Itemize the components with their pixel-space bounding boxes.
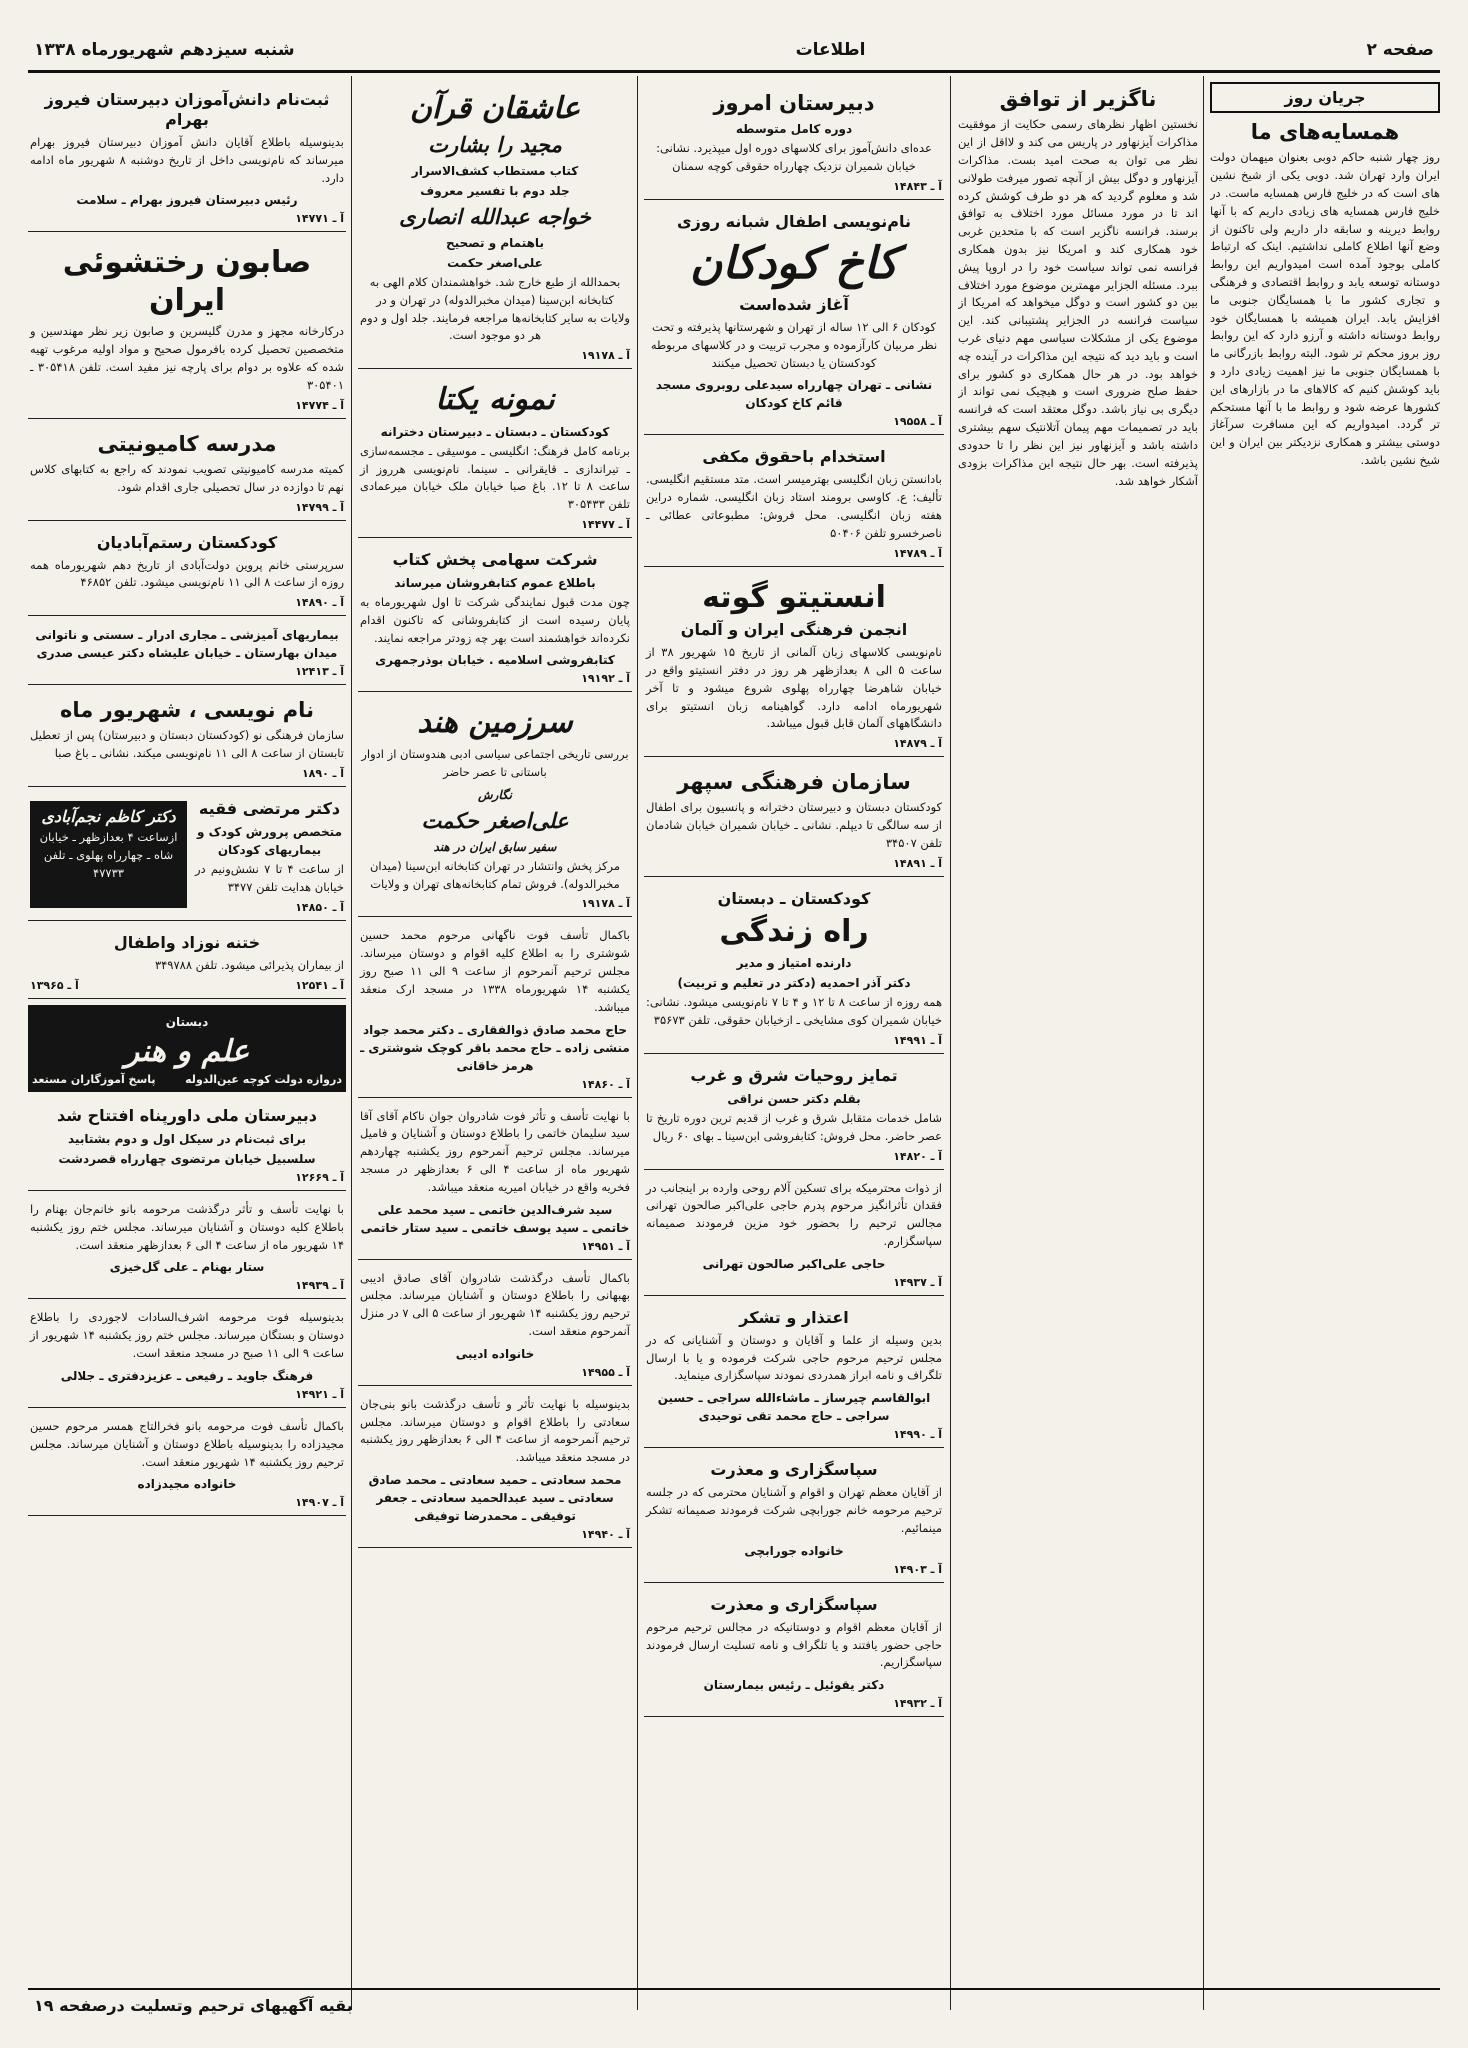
ad-edit: باهتمام و تصحیح bbox=[446, 236, 544, 250]
ad-employment bbox=[644, 439, 944, 566]
ad-ref: آ ـ ۱۴۷۷۱ bbox=[295, 212, 344, 226]
ad-obituary-2 bbox=[358, 1102, 632, 1260]
ad-sign: سید شرف‌الدین خاتمی ـ سید محمد علی خاتمی ـ سید یوسف خاتمی ـ سید ستار خاتمی bbox=[360, 1202, 630, 1235]
ad-community-school bbox=[28, 423, 346, 521]
continuation-note: بقیه آگهیهای ترحیم وتسلیت درصفحه ۱۹ bbox=[34, 1995, 353, 2015]
ad-subtitle: برای ثبت‌نام در سیکل اول و دوم بشتابید bbox=[67, 1132, 306, 1146]
ad-doctors bbox=[28, 791, 346, 921]
ad-sign: حاجی علی‌اکبر صالحون تهرانی bbox=[702, 1256, 886, 1271]
ad-sign: ستار بهنام ـ علی گل‌خیزی bbox=[109, 1260, 265, 1275]
ad-title: تمایز روحیات شرق و غرب bbox=[690, 1065, 898, 1085]
ad-author: بقلم دکتر حسن نراقی bbox=[727, 1091, 861, 1106]
newspaper-page bbox=[28, 30, 1440, 2020]
ad-ref: آ ـ ۱۹۵۵۸ bbox=[893, 415, 942, 429]
ad-ref: آ ـ ۱۴۸۲۰ bbox=[893, 1149, 942, 1163]
ad-title: شرکت سهامی پخش کتاب bbox=[392, 550, 598, 569]
ad-address: نشانی ـ تهران چهارراه سیدعلی روبروی مسجد قائم کاخ کودکان bbox=[655, 378, 933, 411]
ad-top: کودکستان ـ دبستان bbox=[717, 888, 871, 908]
ad-ref: آ ـ ۱۴۸۹۱ bbox=[893, 856, 942, 870]
ad-subtitle: مجید را بشارت bbox=[428, 131, 562, 157]
ad-ref: آ ـ ۱۹۱۷۸ bbox=[581, 349, 630, 363]
banner-elm-honar bbox=[28, 1005, 346, 1093]
ad-ref: آ ـ ۱۴۹۳۹ bbox=[295, 1279, 344, 1293]
doctor-card bbox=[30, 801, 187, 908]
ad-title: دبیرستان ملی داورپناه افتتاح شد bbox=[57, 1106, 317, 1125]
ad-sub1: دارنده امتیاز و مدیر bbox=[736, 956, 852, 971]
ad-title: کاخ کودکان bbox=[689, 237, 898, 289]
ad-body: مرکز پخش وانتشار در تهران کتابخانه ابن‌سینا (میدان مخبرالدوله). فروش تمام کتابخانه‌های تهران و ولایات bbox=[369, 858, 621, 891]
article-body: نخستین اظهار نظرهای رسمی حکایت از موفقیت مذاکرات آیزنهاور در پاریس می کند و لااقل از این نظر می توان به صحت امید بست. مذاکرات آیزنهاور و دوگل بیش از آنچه تصور میرفت طولانی شد و معلوم گردید که هر دو طرف کوشش کرده اند تا در مورد مسائل مورد اختلاف به توافق برسند. فرانسه ناگزیر است که با متحدین غربی خود همکاری کند و امریکا نیز بدون همکاری فرانسه نمی تواند سیاست خود را در اروپا پیش ببرد. مسئله الجزایر مهمترین موضوع مورد اختلاف بین دو کشور است و دوگل میخواهد که امریکا از سیاست فرانسه در الجزایر پشتیبانی کند. این موضوع یکی از مشکلات سیاسی مهم دنیای غرب است و باید دید که نتیجه این مذاکرات در آینده چه خواهد بود. در هر حال همکاری دو کشور برای حفظ صلح ضروری است و هیچیک نمی تواند از دیگری بی نیاز باشد. دوگل معتقد است که فرانسه باید در تصمیمات مهم پیمان آتلانتیک سهم بیشتری داشته باشد و آیزنهاور نیز این نظر را تا حدودی پذیرفته است. بهر حال نتیجه این مذاکرات بزودی آشکار خواهد شد. bbox=[958, 117, 1198, 488]
ad-sign: فرهنگ جاوید ـ رفیعی ـ عزیزدفتری ـ جلالی bbox=[60, 1368, 314, 1383]
ad-title: صابون رختشوئی ایران bbox=[62, 245, 312, 318]
ad-body: کمیته مدرسه کامیونیتی تصویب نمودند که راجع به کتابهای کلاس نهم تا دوازده در سال تحصیلی جاری اقدام شود. bbox=[30, 461, 344, 494]
banner-right: دروازه دولت کوچه عین‌الدوله bbox=[185, 1073, 342, 1086]
ad-body: با نهایت تأسف و تأثر فوت شادروان جوان ناکام آقای آقا سید سلیمان خاتمی را باطلاع دوستان و آشنایان و فامیل میرساند. مجلس ترحیم آنمرحوم روز یکشنبه چهاردهم شهریور ماه از ساعت ۴ الی ۶ بعدازظهر در مسجد فخریه واقع در خیابان امیریه منعقد میباشد. bbox=[360, 1108, 630, 1194]
ad-ref: آ ـ ۱۴۷۹۹ bbox=[295, 500, 344, 514]
ad-ref: آ ـ ۱۴۹۵۵ bbox=[581, 1365, 630, 1379]
ad-body: چون مدت قبول نمایندگی شرکت تا اول شهریورماه به پایان رسیده است از کتابفروشانی که تاکنون اقدام نکرده‌اند خواهشمند است بهر چه زودتر مراجعه نمایند. bbox=[360, 595, 630, 645]
ad-obituary-7 bbox=[28, 1412, 346, 1516]
ad-subtitle: دوره کامل متوسطه bbox=[735, 122, 853, 137]
ad-registration bbox=[28, 689, 346, 787]
ad-line1: بررسی تاریخی اجتماعی سیاسی ادبی هندوستان از ادوار باستانی تا عصر حاضر bbox=[361, 746, 629, 779]
ad-body: باکمال تأسف فوت مرحومه بانو فخرالتاج همسر مرحوم حسین مجیدزاده را بدینوسیله باطلاع دوستان و آشنایان میرساند. مجلس ترحیم روز یکشنبه ۱۴ شهریور منعقد است. bbox=[30, 1418, 344, 1469]
ad-ref: آ ـ ۱۴۹۹۰ bbox=[893, 1428, 942, 1442]
ad-sub: متخصص پرورش کودک و بیماریهای کودکان bbox=[196, 825, 342, 858]
ad-ref: آ ـ ۱۴۹۴۰ bbox=[581, 1528, 630, 1542]
ad-line2: نگارش bbox=[477, 787, 513, 802]
ad-book-distribution bbox=[358, 542, 632, 692]
column-ads-4 bbox=[358, 82, 632, 1980]
ad-ref: آ ـ ۱۴۸۹۰ bbox=[295, 596, 344, 610]
doctor-card-name: دکتر کاظم نجم‌آبادی bbox=[41, 807, 176, 827]
ad-ref: آ ـ ۱۴۸۷۹ bbox=[893, 737, 942, 751]
ad-ref: آ ـ ۱۴۸۶۰ bbox=[581, 1077, 630, 1091]
ad-ref: آ ـ ۱۴۹۰۳ bbox=[893, 1562, 942, 1576]
page-footer bbox=[28, 1988, 1440, 2020]
ad-rah-zendegi bbox=[644, 881, 944, 1054]
ad-obituary-6 bbox=[28, 1303, 346, 1407]
ad-title: عاشقان قرآن bbox=[409, 91, 581, 126]
ad-title: مدرسه کامیونیتی bbox=[97, 431, 277, 456]
article-title: همسایه‌های ما bbox=[1250, 120, 1400, 144]
ad-sarzamin-hend bbox=[358, 696, 632, 917]
ad-title: سپاسگزاری و معذرت bbox=[710, 1594, 878, 1614]
ad-body: بدین وسیله از علما و آقایان و دوستان و آشنایانی که در مجلس ترحیم مرحوم حاجی شرکت فرموده و یا با ارسال تلگراف و نامه ابراز همدردی نمودند سپاسگزاری مینماید. bbox=[646, 1332, 942, 1383]
ad-ref: آ ـ ۱۴۹۹۱ bbox=[893, 1033, 942, 1047]
banner-left: پاسخ آموزگاران مستعد bbox=[32, 1073, 156, 1086]
ad-body: از آقایان معظم اقوام و دوستانیکه در مجالس ترحیم مرحوم حاجی حضور یافتند و یا تلگراف و نامه تسلیت ارسال فرمودند سپاسگزاریم. bbox=[646, 1619, 942, 1670]
section-masthead: جریان روز bbox=[1210, 82, 1440, 113]
ad-sign: رئیس دبیرستان فیروز بهرام ـ سلامت bbox=[76, 193, 298, 208]
ad-ref: آ ـ ۱۴۷۷۴ bbox=[295, 398, 344, 412]
paper-name: اطلاعات bbox=[795, 40, 866, 60]
ad-body: همه روزه از ساعت ۸ تا ۱۲ و ۴ تا ۷ نام‌نویسی میشود. نشانی: خیابان شمیران کوی مشایخی ـ ازخیابان حقوقی. تلفن ۳۵۶۷۳ bbox=[646, 995, 943, 1028]
article-body: روز چهار شنبه حاکم دوبی بعنوان میهمان دولت ایران وارد تهران شد. دوبی یکی از شیخ نشین های است که در خلیج فارس همسایه ماست. در خلیج فارس همسایه های زیادی داریم که با آنها روابط دیرینه و سابقه دار داریم ولی تاکنون از وضع آنها اطلاع کاملی نداشتیم. اینک که ارتباط کاملی بوجود آمده است امیدواریم این روابط دوستانه توسعه یابد و روابط اقتصادی و فرهنگی و تجاری کشور ما با همسایگان جنوبی ما افزایش یابد. ایران همیشه با همسایگان خود روابط دوستانه داشته و آرزو دارد که این روابط روز بروز محکم تر شود. البته روابط بازرگانی ما با همسایگان جنوبی ما نیز اهمیت زیادی دارد و باید کوشش کنیم که کالاهای ما در بازارهای این کشورها عرضه شود و روابط ما با آنها مستحکم تر گردد. امیدواریم که این مسافرت سرآغاز دوستی بیشتر و همکاری نزدیکتر بین ایران و این شیخ نشین باشد. bbox=[1210, 150, 1440, 468]
ad-title: دکتر مرتضی فقیه bbox=[198, 799, 341, 819]
ad-sign: حاج محمد صادق ذوالفقاری ـ دکتر محمد جواد منشی زاده ـ حاج محمد باقر کوچک شوشتری ـ هرمز خاقانی bbox=[360, 1022, 630, 1073]
issue-date: شنبه سیزدهم شهریورماه ۱۳۳۸ bbox=[34, 40, 295, 60]
column-ads-5 bbox=[28, 82, 346, 1980]
ad-line1: کتاب مستطاب کشف‌الاسرار bbox=[411, 163, 579, 178]
ad-footer: کتابفروشی اسلامیه . خیابان بوذرجمهری bbox=[375, 653, 615, 668]
ad-obituary-1 bbox=[358, 921, 632, 1097]
column-article bbox=[958, 82, 1198, 1980]
ad-ref: آ ـ ۱۴۴۷۷ bbox=[581, 518, 630, 531]
ad-title: ثبت‌نام دانش‌آموزان دبیرستان فیروز بهرام bbox=[44, 90, 330, 129]
column-editorial bbox=[1210, 82, 1440, 1980]
ad-ref: آ ـ ۱۴۹۲۱ bbox=[295, 1387, 344, 1401]
ad-iran-soap bbox=[28, 236, 346, 418]
ad-body: از آقایان معظم تهران و اقوام و آشنایان محترمی که در جلسه ترحیم مرحومه خانم جورابچی شرکت فرمودند صمیمانه تشکر مینمائیم. bbox=[646, 1485, 942, 1535]
ad-thanks-1 bbox=[644, 1174, 944, 1296]
ad-obituary-3 bbox=[358, 1264, 632, 1386]
ad-title: نام نویسی ، شهریور ماه bbox=[60, 698, 314, 723]
article-title: ناگزیر از توافق bbox=[999, 87, 1157, 111]
ad-body: شامل خدمات متقابل شرق و غرب از قدیم ترین دوره تاریخ تا عصر حاضر. محل فروش: کتابفروشی ابن‌سینا ـ بهای ۶۰ ریال bbox=[646, 1110, 942, 1143]
ad-body: نام‌نویسی کلاسهای زبان آلمانی از تاریخ ۱۵ شهریور ۳۸ از ساعت ۵ الی ۸ بعدازظهر هر روز در دفتر انستیتو واقع در خیابان شاهرضا چهارراه پهلوی شروع میشود و تا آخر شهریورماه ادامه دارد. گواهینامه زبان انستیتو برای دانشگاههای آلمان قابل قبول میباشد. bbox=[646, 645, 942, 731]
ad-title: انستیتو گوته bbox=[702, 579, 886, 615]
ad-sign: خانواده مجیدزاده bbox=[137, 1477, 237, 1492]
ad-ref: آ ـ ۱۳۹۶۵ bbox=[30, 978, 79, 992]
ad-subtitle: کودکستان ـ دبستان ـ دبیرستان دخترانه bbox=[380, 424, 610, 439]
ad-title: سرزمین هند bbox=[417, 705, 573, 741]
ad-book-east-west bbox=[644, 1058, 944, 1170]
ad-goethe-institute bbox=[644, 571, 944, 758]
ad-sepehr bbox=[644, 761, 944, 877]
column-ads-3 bbox=[644, 82, 944, 1980]
ad-ref: آ ـ ۱۴۹۳۲ bbox=[893, 1697, 942, 1711]
ad-rostamabadian bbox=[28, 525, 346, 617]
banner-line1: دبستان bbox=[165, 1014, 209, 1029]
ad-subtitle: انجمن فرهنگی ایران و آلمان bbox=[680, 620, 908, 640]
ad-title: اعتذار و تشکر bbox=[739, 1307, 849, 1327]
ad-body: باکمال تأسف فوت ناگهانی مرحوم محمد حسین شوشتری را به اطلاع کلیه اقوام و دوستان میرساند. مجلس ترحیم آنمرحوم از ساعت ۹ الی ۱۱ صبح روز یکشنبه ۱۴ شهریورماه ۱۳۳۸ در مسجد ارک منعقد میباشد. bbox=[360, 928, 630, 1014]
ad-title: دبیرستان امروز bbox=[713, 91, 875, 115]
column-rule bbox=[1203, 76, 1204, 2010]
ad-line2: جلد دوم با تفسیر معروف bbox=[420, 183, 570, 198]
ad-body: سازمان فرهنگی نو (کودکستان دبستان و دبیرستان) پس از تعطیل تابستان از ساعت ۸ الی ۱۱ نام‌نویسی میکند. نشانی ـ باغ صبا bbox=[30, 728, 344, 761]
ad-body: باکمال تأسف درگذشت شادروان آقای صادق ادیبی بهبهانی را باطلاع دوستان و آشنایان میرساند. مجلس ترحیم روز یکشنبه ۱۴ شهریور از ساعت ۵ الی ۷ در منزل آنمرحوم منعقد است. bbox=[360, 1270, 630, 1338]
ad-top: نام‌نویسی اطفال شبانه روزی bbox=[677, 211, 911, 231]
ad-ref: آ ـ ۱۲۴۱۳ bbox=[295, 665, 344, 679]
ad-ref: آ ـ ۱۴۹۰۷ bbox=[295, 1496, 344, 1510]
ad-body: بدینوسیله فوت مرحومه اشرف‌السادات لاجوردی را باطلاع دوستان و بستگان میرساند. مجلس ختم روز یکشنبه ۱۴ شهریور از ساعت ۹ الی ۱۱ صبح در مسجد منعقد است. bbox=[30, 1310, 344, 1361]
ad-ref: آ ـ ۱۴۹۵۱ bbox=[581, 1239, 630, 1253]
ad-thanks-3 bbox=[644, 1452, 944, 1582]
ad-sign: خانواده ادیبی bbox=[455, 1346, 535, 1361]
ad-title: استخدام باحقوق مکفی bbox=[702, 447, 886, 467]
ad-ref: آ ـ ۱۲۶۶۹ bbox=[295, 1171, 344, 1184]
ad-body: بیماریهای آمیزشی ـ مجاری ادرار ـ سستی و ناتوانی میدان بهارستان ـ خیابان علیشاه دکتر عیسی صدری bbox=[35, 628, 339, 661]
ad-sign: خانواده جورابچی bbox=[744, 1543, 844, 1558]
ad-ref: آ ـ ۱۲۵۴۱ bbox=[295, 978, 344, 992]
ad-title: ختنه نوزاد واطفال bbox=[113, 932, 261, 952]
ad-davarpanah bbox=[28, 1098, 346, 1191]
ad-body: بحمدالله از طبع خارج شد. خواهشمندان کلام الهی به کتابخانه ابن‌سینا (میدان مخبرالدوله) در تهران و در ولایات به سایر کتابخانه‌ها مراجعه فرمایند. جلد اول و دوم هر دو موجود است. bbox=[360, 275, 630, 343]
ad-ref: آ ـ ۱۴۷۸۹ bbox=[893, 546, 942, 560]
ad-title: راه زندگی bbox=[719, 913, 869, 949]
ad-obituary-4 bbox=[358, 1390, 632, 1548]
ad-body: بدینوسیله با نهایت تأثر و تأسف درگذشت بانو بنی‌جان سعادتی را باطلاع اقوام و دوستان میرساند. مجلس ترحیم آنمرحومه از ساعت ۴ الی ۶ بعدازظهر روز یکشنبه در مسجد منعقد میباشد. bbox=[360, 1396, 630, 1465]
ad-ref: آ ـ ۱۸۹۰ bbox=[301, 767, 344, 781]
ad-firooz-bahram bbox=[28, 82, 346, 232]
column-rule bbox=[637, 76, 638, 2010]
ad-ref: آ ـ ۱۴۸۵۰ bbox=[295, 900, 344, 914]
ad-obituary-5 bbox=[28, 1195, 346, 1299]
ad-sign: محمد سعادتی ـ حمید سعادتی ـ محمد صادق سعادتی ـ سید عبدالحمید سعادتی ـ جعفر توفیقی ـ محمدرضا توفیقی bbox=[368, 1473, 622, 1524]
ad-emrooz-school bbox=[644, 82, 944, 200]
ad-body: از ساعت ۴ تا ۷ نشش‌ونیم در خیابان هدایت تلفن ۳۴۷۷ bbox=[195, 862, 344, 894]
ad-body: بادانستن زبان انگلیسی بهترمیسر است. متد مستقیم انگلیسی. تألیف: ع. کاوسی برومند استاد زبان انگلیسی. شماره دراین هفته زبان انگلیسی. محل فروش: مطبوعاتی عطائی ـ ناصرخسرو تلفن ۵۰۴۰۶ bbox=[646, 472, 942, 540]
ad-subtitle: آغاز شده‌است bbox=[739, 294, 849, 314]
ad-thanks-2 bbox=[644, 1300, 944, 1448]
ad-sign: ابوالقاسم چیرساز ـ ماشاءالله سراجی ـ حسین سراجی ـ حاج محمد تقی توحیدی bbox=[657, 1391, 931, 1424]
ad-title: سپاسگزاری و معذرت bbox=[710, 1460, 878, 1480]
ad-body: درکارخانه مجهز و مدرن گلیسرین و صابون زیر نظر مهندسین و متخصصین تحصیل کرده بافرمول صحیح و مواد اولیه مرغوب تهیه شده که علاوه بر دوام برای پارچه نیز مفید است. تلفن ۳۰۵۴۱۸ ـ ۳۰۵۴۰۱ bbox=[30, 324, 344, 392]
ad-address: سلسبیل خیابان مرتضوی چهارراه قصردشت bbox=[58, 1152, 316, 1166]
doctor-card-line: ازساعت ۴ بعدازظهر ـ خیابان شاه ـ چهارراه پهلوی ـ تلفن ۴۷۷۳۳ bbox=[39, 830, 178, 880]
ad-body: سرپرستی خانم پروین دولت‌آبادی از تاریخ دهم شهریورماه همه روزه از ساعت ۸ الی ۱۱ نام‌نویسی میشود. تلفن ۴۶۸۵۲ bbox=[30, 557, 344, 590]
ad-name: خواجه عبدالله انصاری bbox=[399, 203, 591, 229]
ad-title: کودکستان رستم‌آبادیان bbox=[96, 532, 278, 552]
ad-title: نمونه یکتا bbox=[435, 382, 555, 418]
ad-ref: آ ـ ۱۹۱۹۲ bbox=[581, 672, 630, 686]
ad-body: کودکستان دبستان و دبیرستان دخترانه و پانسیون برای اطفال از سه سالگی تا دیپلم. نشانی ـ خیابان شمیران خیابان شادمان تلفن ۳۴۵۰۷ bbox=[646, 800, 942, 850]
ad-body: از ذوات محترمیکه برای تسکین آلام روحی وارده بر اینجانب در فقدان تأثرانگیز مرحوم پدرم حاجی علی‌اکبر صالحون تهرانی مجالس ترحیم را بحضور خود مزین فرمودند صمیمانه سپاسگزارم. bbox=[646, 1180, 942, 1248]
ad-quran-book bbox=[358, 82, 632, 369]
banner-line2: علم و هنر bbox=[124, 1033, 250, 1069]
ad-nemooneh-yekta bbox=[358, 373, 632, 538]
ad-sub2: دکتر آذر احمدیه (دکتر در تعلیم و تربیت) bbox=[677, 976, 911, 991]
ad-body: بدینوسیله باطلاع آقایان دانش آموزان دبیرستان فیروز بهرام میرساند که نام‌نویسی داخل از تاریخ دوشنبه ۸ شهریور ماه ادامه دارد. bbox=[30, 135, 344, 185]
ad-body: برنامه کامل فرهنگ: انگلیسی ـ موسیقی ـ مجسمه‌سازی ـ تیراندازی ـ قایقرانی ـ سینما. نام‌نویسی هرروز از ساعت ۸ تا ۱۲. باغ صبا خیابان ملک خیابان میرعمادی تلفن ۳۰۵۴۳۳ bbox=[360, 443, 631, 512]
ad-role: سفیر سابق ایران در هند bbox=[433, 839, 557, 854]
ad-sign: دکتر یقوئیل ـ رئیس بیمارستان bbox=[703, 1678, 885, 1693]
column-rule bbox=[950, 76, 951, 2010]
ad-subtitle: باطلاع عموم کتابفروشان میرساند bbox=[394, 576, 596, 590]
ad-circumcision bbox=[28, 925, 346, 999]
ad-body: از بیماران پذیرائی میشود. تلفن ۳۴۹۷۸۸ bbox=[154, 957, 344, 972]
ad-body: عده‌ای دانش‌آموز برای کلاسهای دوره اول میپذیرد. نشانی: خیابان شمیران نزدیک چهارراه حقوقی کوچه سمنان bbox=[656, 141, 932, 174]
ad-ref: آ ـ ۱۴۹۳۷ bbox=[893, 1275, 942, 1289]
page-number: صفحه ۲ bbox=[1366, 40, 1434, 60]
ad-editor: علی‌اصغر حکمت bbox=[447, 256, 543, 270]
column-rule bbox=[351, 76, 352, 2010]
ad-thanks-4 bbox=[644, 1587, 944, 1717]
ad-ref: آ ـ ۱۹۱۷۸ bbox=[581, 897, 630, 911]
ad-kakh-kodakan bbox=[644, 204, 944, 435]
page-header bbox=[28, 30, 1440, 73]
ad-title: سازمان فرهنگی سپهر bbox=[677, 770, 911, 795]
ad-body: با نهایت تأسف و تأثر درگذشت مرحومه بانو خانم‌جان بهنام را باطلاع کلیه دوستان و آشنایان میرساند. مجلس ختم روز یکشنبه ۱۴ شهریور ماه از ساعت ۴ الی ۶ بعدازظهر منعقد است. bbox=[30, 1202, 344, 1252]
ad-author: علی‌اصغر حکمت bbox=[421, 807, 569, 833]
ad-ref: آ ـ ۱۴۸۴۳ bbox=[893, 179, 942, 193]
ad-doctor-sadri bbox=[28, 620, 346, 685]
ad-body: کودکان ۶ الی ۱۲ ساله از تهران و شهرستانها پذیرفته و تحت نظر مربیان کارآزموده و مجرب تربیت و در کلاسهای مربوطه کودکستان یا دبستان تحصیل میکنند bbox=[650, 319, 938, 370]
